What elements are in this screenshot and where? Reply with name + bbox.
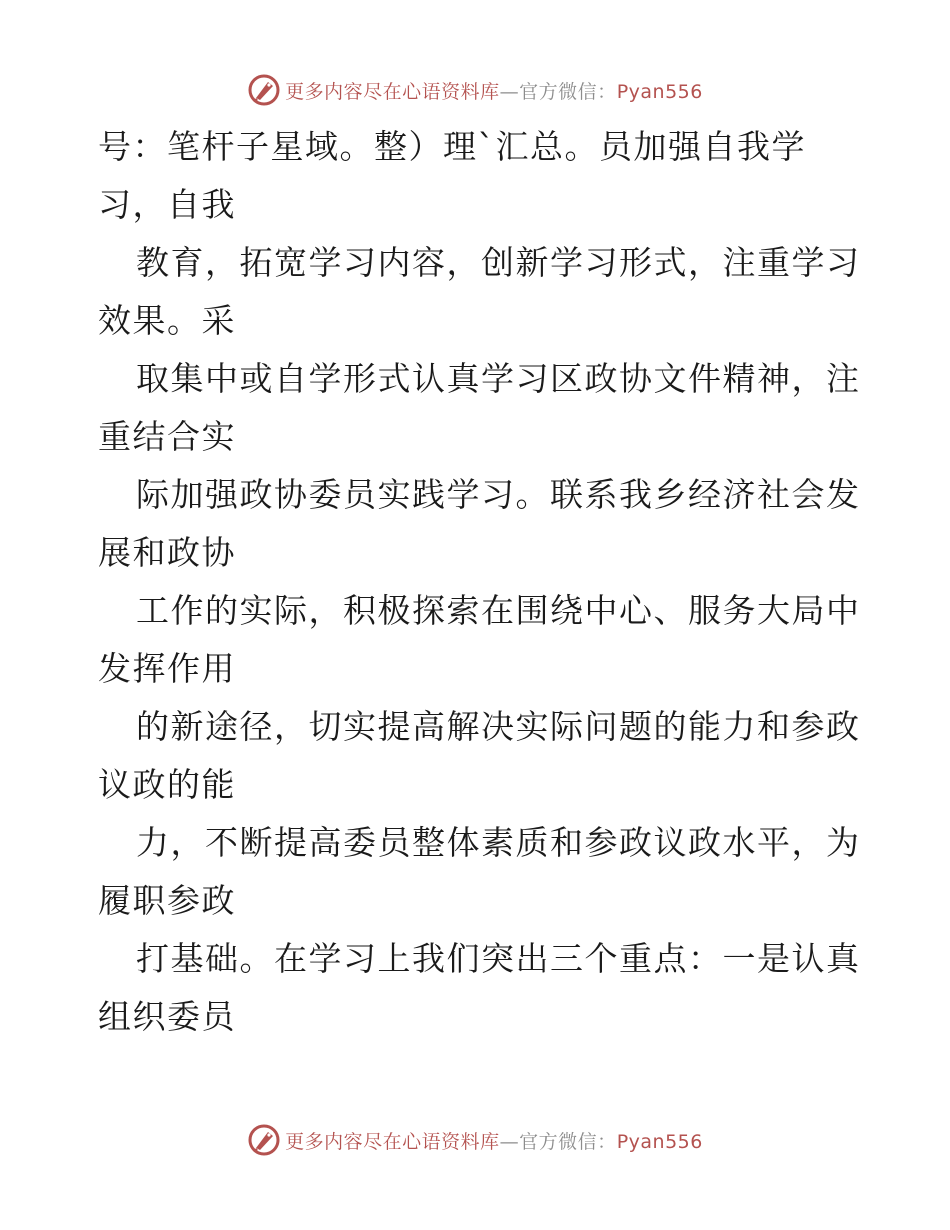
body-line: 效果。采: [98, 301, 236, 340]
body-line: 组织委员: [98, 997, 236, 1036]
banner-main-text: 更多内容尽在心语资料库: [285, 1130, 500, 1153]
body-line: 打基础。在学习上我们突出三个重点：一是认真: [136, 939, 861, 978]
body-line: 重结合实: [98, 417, 236, 456]
body-line: 展和政协: [98, 533, 236, 572]
pen-nib-logo-icon: [247, 73, 281, 107]
banner-dash: —: [499, 1130, 520, 1153]
banner-dash: —: [499, 80, 520, 103]
body-line: 取集中或自学形式认真学习区政协文件精神，注: [136, 359, 861, 398]
banner-text: [285, 1127, 703, 1154]
header-banner: [0, 70, 950, 110]
body-line: 力，不断提高委员整体素质和参政议政水平，为: [136, 823, 861, 862]
banner-main-text: 更多内容尽在心语资料库: [285, 80, 500, 103]
body-line: 发挥作用: [98, 649, 236, 688]
banner-wechat-label: 官方微信：: [519, 80, 617, 103]
body-line: 号：笔杆子星域。整）理`汇总。员加强自我学: [98, 127, 806, 166]
pen-nib-logo-icon: [247, 1123, 281, 1157]
body-line: 议政的能: [98, 765, 236, 804]
banner-wechat-label: 官方微信：: [519, 1130, 617, 1153]
banner-wechat-id: Pyan556: [616, 80, 703, 103]
body-line: 的新途径，切实提高解决实际问题的能力和参政: [136, 707, 861, 746]
body-line: 习，自我: [98, 185, 236, 224]
footer-banner: [0, 1120, 950, 1160]
document-body: [98, 118, 861, 1046]
body-line: 教育，拓宽学习内容，创新学习形式，注重学习: [136, 243, 861, 282]
body-line: 际加强政协委员实践学习。联系我乡经济社会发: [136, 475, 861, 514]
banner-wechat-id: Pyan556: [616, 1130, 703, 1153]
body-line: 工作的实际，积极探索在围绕中心、服务大局中: [136, 591, 861, 630]
body-line: 履职参政: [98, 881, 236, 920]
banner-text: [285, 77, 703, 104]
